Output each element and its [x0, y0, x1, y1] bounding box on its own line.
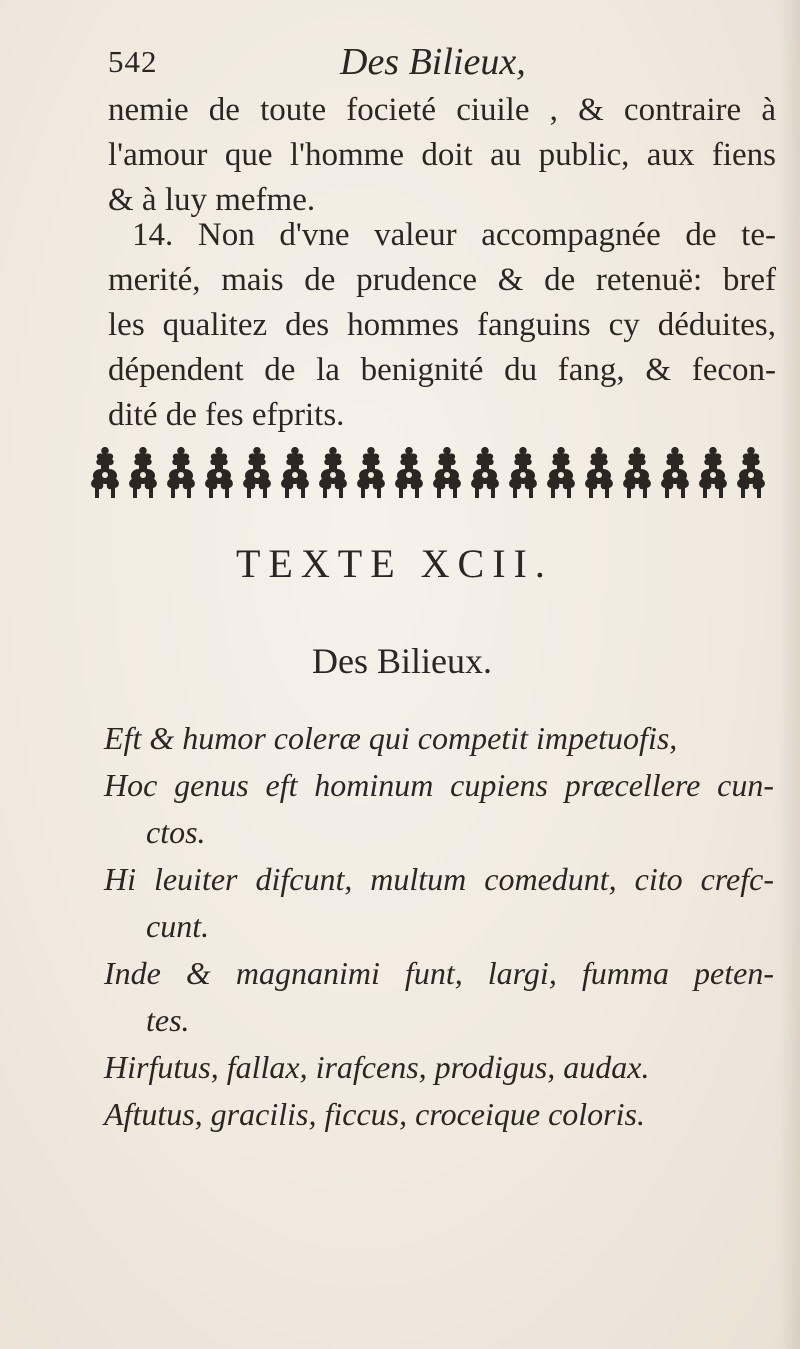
text-line: nemie de toute focieté ciuile , & contraire à	[108, 92, 776, 128]
page-header	[108, 40, 768, 90]
text-line: les qualitez des hommes fanguins cy déduites,	[108, 307, 776, 343]
fleuron-icon	[395, 447, 423, 498]
verse-line: Hi leuiter difcunt, multum comedunt, cito crefc-	[104, 861, 774, 897]
fleuron-icon	[699, 447, 727, 498]
fleuron-icon	[281, 447, 309, 498]
verse-line: Hoc genus eft hominum cupiens præcellere cun-	[104, 767, 774, 803]
fleuron-icon	[547, 447, 575, 498]
text-line: dité de fes efprits.	[108, 397, 345, 433]
fleuron-icon	[357, 447, 385, 498]
page-edge-shadow	[778, 0, 800, 1349]
fleuron-icon	[91, 447, 119, 498]
verse-line: Hirfutus, fallax, irafcens, prodigus, audax.	[104, 1049, 650, 1085]
page-number: 542	[108, 44, 158, 79]
fleuron-icon	[167, 447, 195, 498]
running-head: Des Bilieux,	[340, 41, 526, 83]
fleuron-icon	[205, 447, 233, 498]
fleuron-icon	[319, 447, 347, 498]
text-line: dépendent de la benignité du fang, & fecon-	[108, 352, 776, 388]
fleuron-icon	[737, 447, 765, 498]
fleuron-icon	[471, 447, 499, 498]
verse-line: Eft & humor coleræ qui competit impetuofis,	[104, 720, 678, 756]
paragraph-1	[108, 88, 776, 223]
section-subheading: Des Bilieux.	[312, 641, 492, 681]
fleuron-icon	[433, 447, 461, 498]
fleuron-icon	[243, 447, 271, 498]
text-line: & à luy mefme.	[108, 182, 316, 218]
fleuron-ornament-band	[86, 440, 770, 502]
verse-line: cunt.	[146, 908, 210, 944]
text-line: merité, mais de prudence & de retenuë: bref	[108, 262, 776, 298]
verse-line: tes.	[146, 1002, 190, 1038]
paragraph-2	[108, 213, 776, 438]
section-heading: TEXTE XCII.	[236, 541, 553, 586]
verse-line: ctos.	[146, 814, 206, 850]
verse-line: Inde & magnanimi funt, largi, fumma peten-	[104, 955, 774, 991]
fleuron-icon	[129, 447, 157, 498]
latin-verse	[104, 715, 774, 1138]
fleuron-icon	[585, 447, 613, 498]
text-line: 14. Non d'vne valeur accompagnée de te-	[132, 217, 776, 253]
fleuron-icon	[623, 447, 651, 498]
fleuron-icon	[661, 447, 689, 498]
fleuron-icon	[509, 447, 537, 498]
text-line: l'amour que l'homme doit au public, aux fiens	[108, 137, 776, 173]
verse-line: Aftutus, gracilis, ficcus, croceique coloris.	[104, 1096, 645, 1132]
